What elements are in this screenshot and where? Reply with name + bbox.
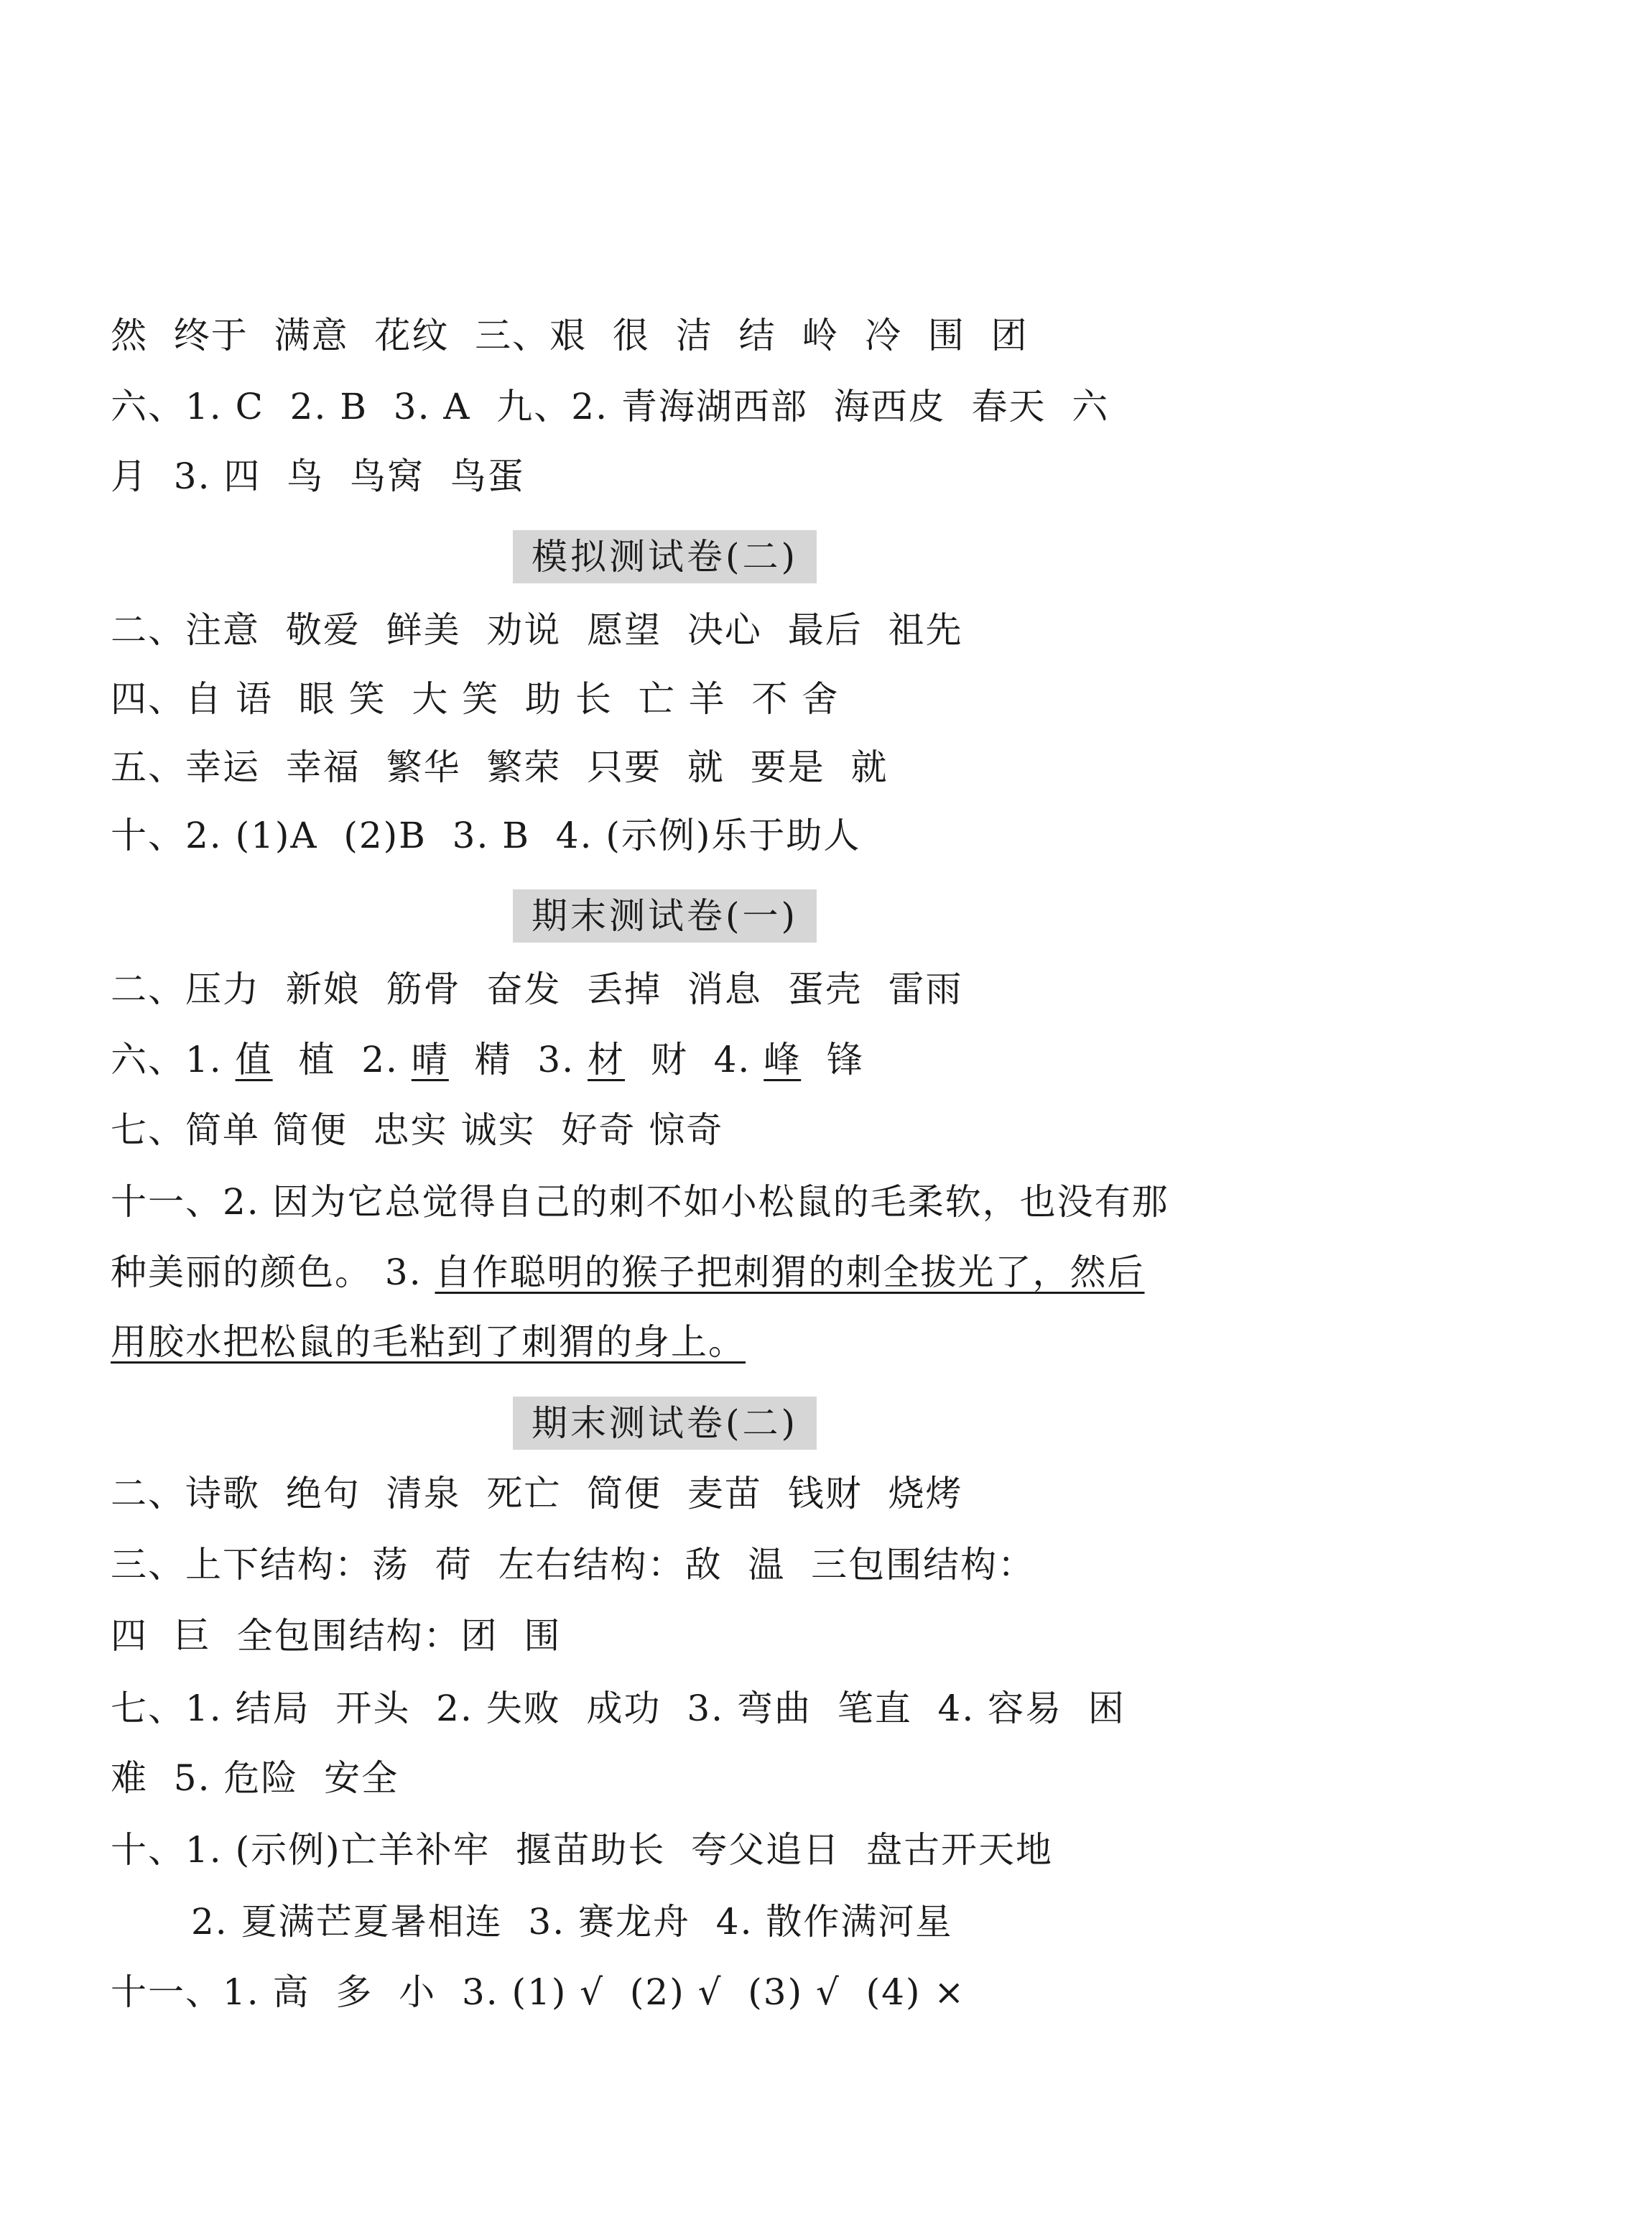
underlined-answer: 材 <box>588 1039 626 1080</box>
answer-line <box>111 1320 746 1364</box>
answer-line: 十一、2. 因为它总觉得自己的刺不如小松鼠的毛柔软，也没有那 <box>111 1181 1169 1223</box>
answer-line: 三、上下结构：荡 荷 左右结构：敌 温 三包围结构： <box>111 1544 1036 1586</box>
choice-word: 精 <box>474 1039 512 1080</box>
underlined-answer: 自作聪明的猴子把刺猬的刺全拔光了，然后 <box>435 1251 1145 1293</box>
section-heading-mock-test-2: 模拟测试卷(二) <box>513 530 817 583</box>
answer-line: 十一、1. 高 多 小 3. (1) √ (2) √ (3) √ (4) × <box>111 1971 966 2013</box>
underlined-answer: 峰 <box>764 1039 802 1080</box>
answer-line: 七、简单 简便 忠实 诚实 好奇 惊奇 <box>111 1109 724 1151</box>
section-heading-final-test-1: 期末测试卷(一) <box>513 889 817 943</box>
answer-line: 然 终于 满意 花纹 三、艰 很 洁 结 岭 冷 围 团 <box>111 315 1029 356</box>
choice-word: 财 <box>650 1039 688 1080</box>
answer-text: 种美丽的颜色。 3. <box>111 1251 435 1293</box>
choice-word: 植 <box>298 1039 336 1080</box>
underlined-answer: 晴 <box>411 1039 449 1080</box>
answer-line: 二、诗歌 绝句 清泉 死亡 简便 麦苗 钱财 烧烤 <box>111 1473 963 1514</box>
item-number: 2. <box>361 1039 412 1080</box>
answer-line: 四 巨 全包围结构：团 围 <box>111 1615 562 1657</box>
answer-line: 二、注意 敬爱 鲜美 劝说 愿望 决心 最后 祖先 <box>111 609 963 651</box>
answer-line-underlined-choices <box>111 1038 864 1081</box>
line-prefix: 六、1. <box>111 1039 236 1080</box>
answer-line: 七、1. 结局 开头 2. 失败 成功 3. 弯曲 笔直 4. 容易 困 <box>111 1688 1126 1729</box>
item-number: 4. <box>713 1039 764 1080</box>
answer-line-indented: 2. 夏满芒夏暑相连 3. 赛龙舟 4. 散作满河星 <box>191 1901 953 1943</box>
answer-line: 十、2. (1)A (2)B 3. B 4. (示例)乐于助人 <box>111 815 861 856</box>
underlined-answer: 用胶水把松鼠的毛粘到了刺猬的身上。 <box>111 1321 746 1363</box>
item-number: 3. <box>537 1039 588 1080</box>
underlined-answer: 值 <box>235 1039 273 1080</box>
answer-line: 六、1. C 2. B 3. A 九、2. 青海湖西部 海西皮 春天 六 <box>111 386 1110 427</box>
choice-word: 锋 <box>827 1039 865 1080</box>
answer-line: 月 3. 四 鸟 鸟窝 鸟蛋 <box>111 455 525 497</box>
answer-line: 五、幸运 幸福 繁华 繁荣 只要 就 要是 就 <box>111 746 888 788</box>
answer-line: 难 5. 危险 安全 <box>111 1757 399 1799</box>
answer-line <box>111 1251 1145 1294</box>
section-heading-final-test-2: 期末测试卷(二) <box>513 1397 817 1450</box>
answer-line: 十、1. (示例)亡羊补牢 揠苗助长 夸父追日 盘古开天地 <box>111 1829 1053 1871</box>
answer-line: 四、自 语 眼 笑 大 笑 助 长 亡 羊 不 舍 <box>111 678 840 720</box>
answer-line: 二、压力 新娘 筋骨 奋发 丢掉 消息 蛋壳 雷雨 <box>111 968 963 1010</box>
